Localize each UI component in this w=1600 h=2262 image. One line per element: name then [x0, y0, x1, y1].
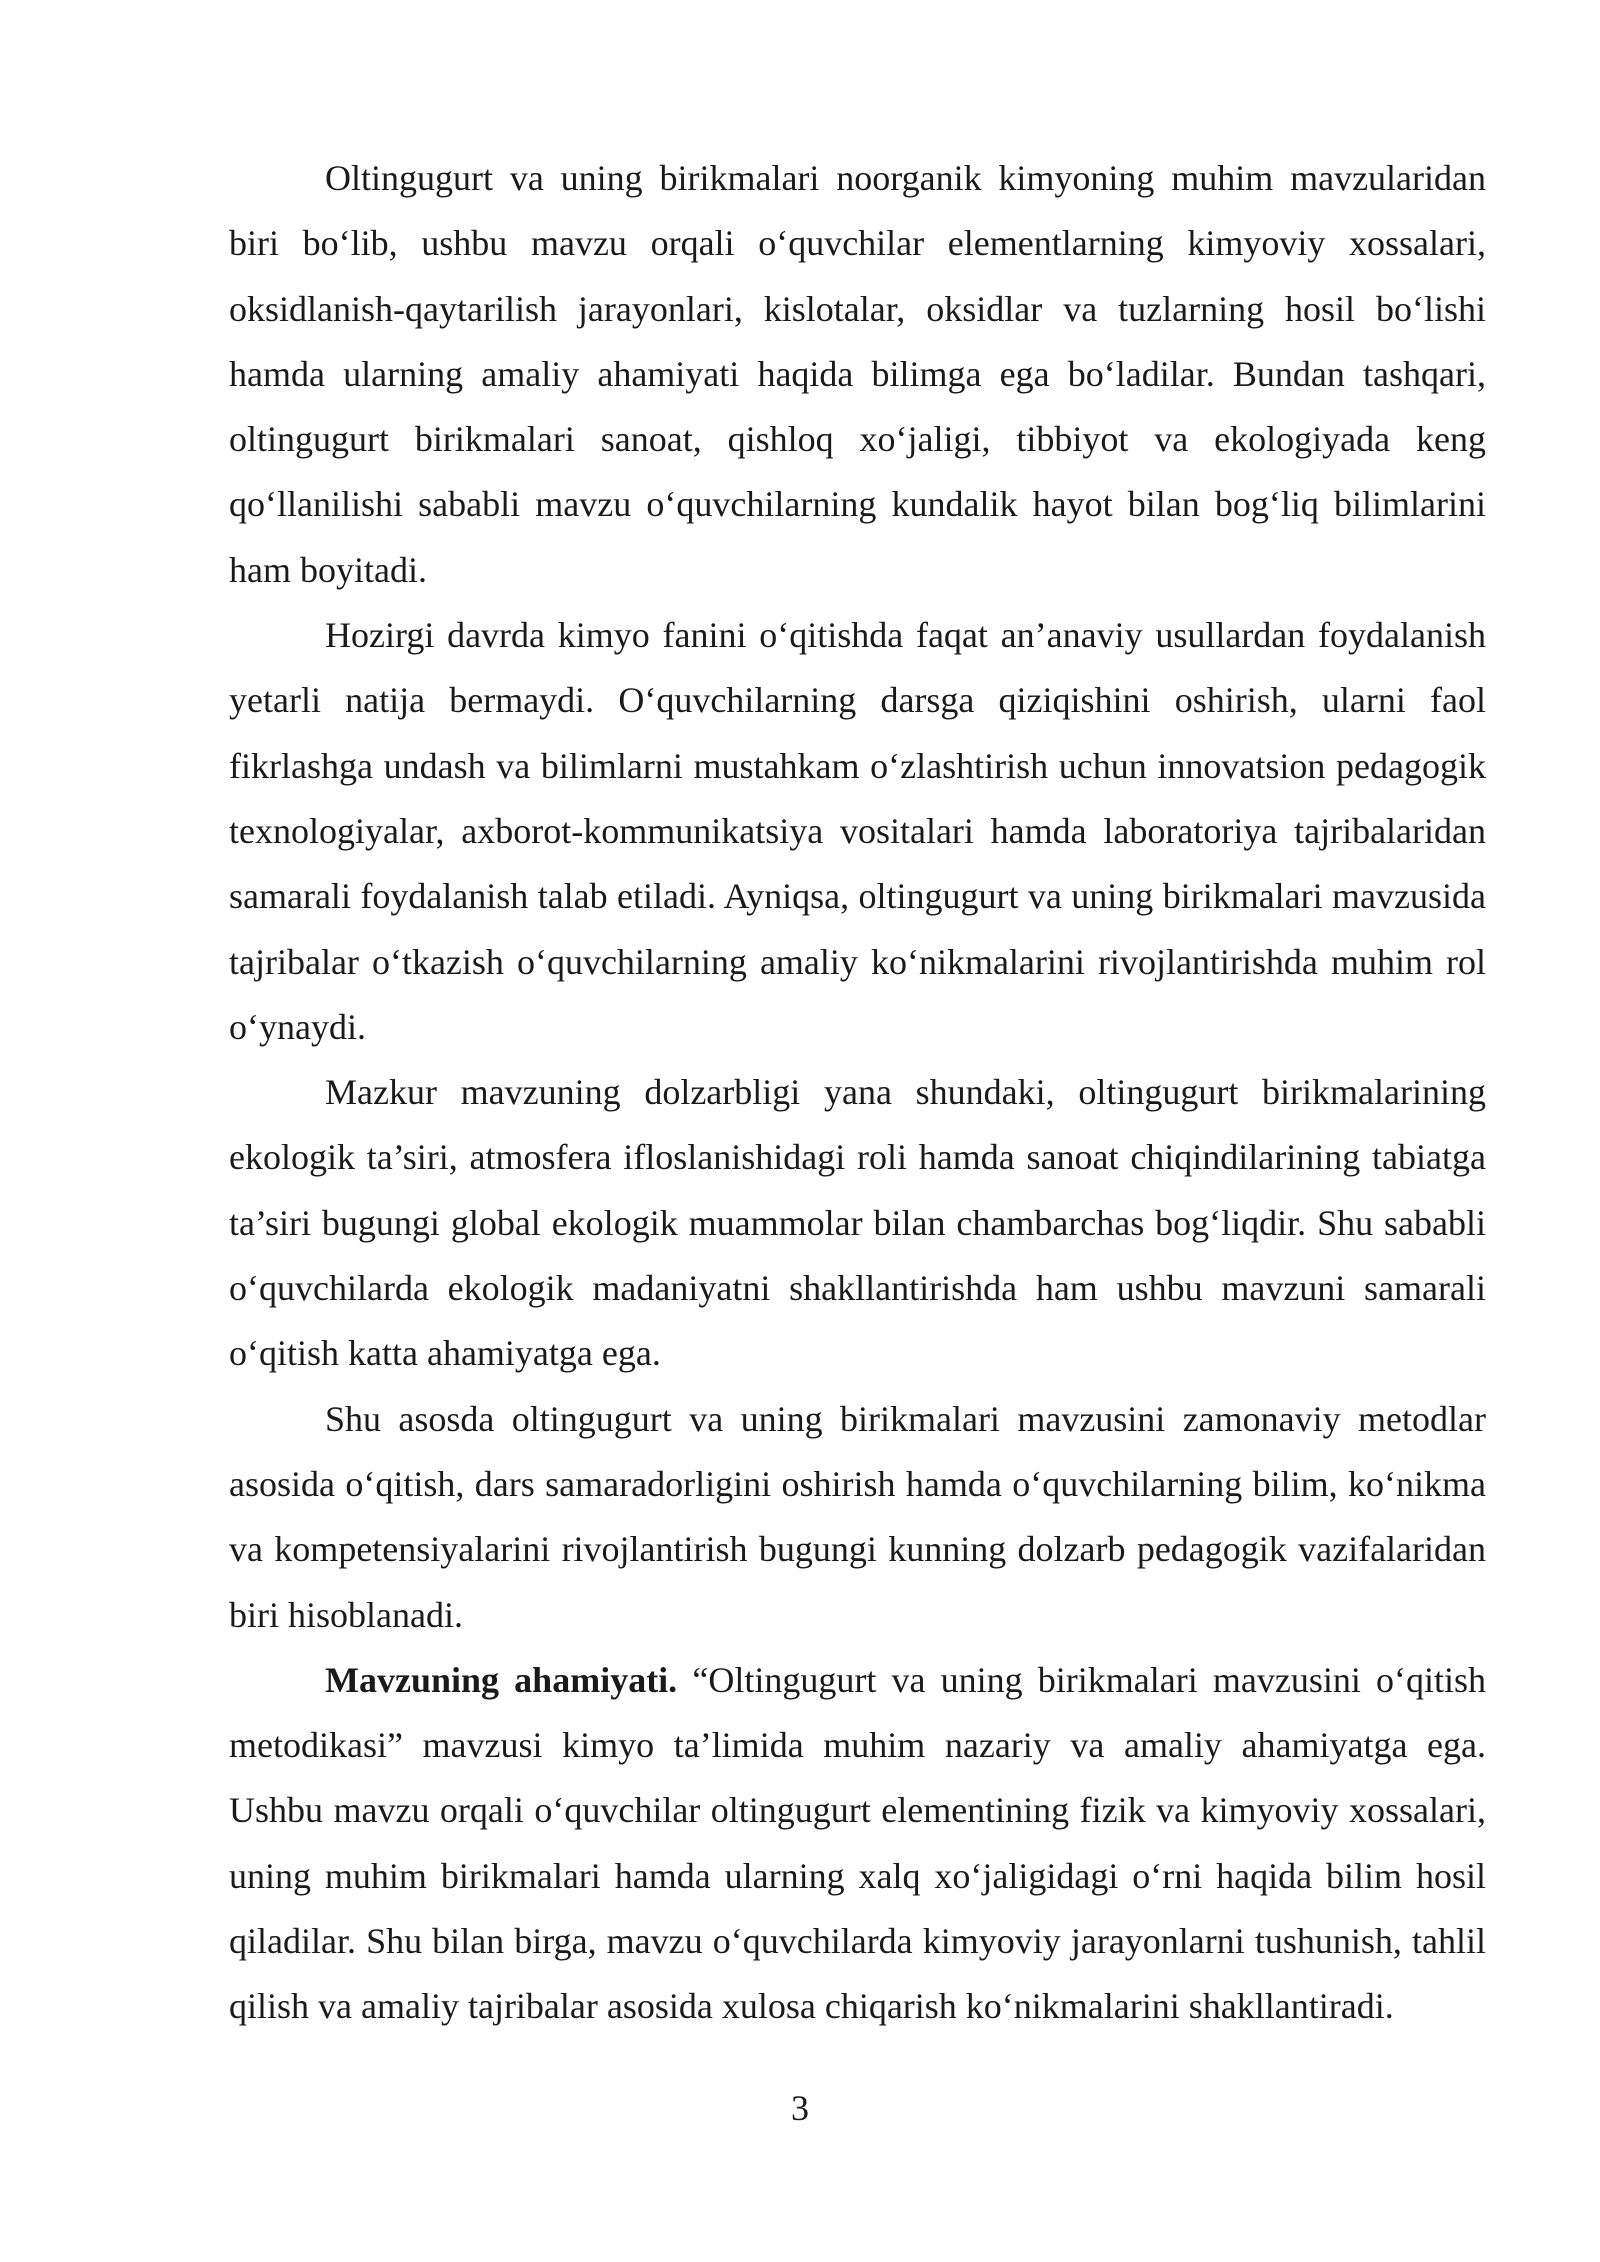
section-heading-inline: Mavzuning ahamiyati. — [325, 1659, 678, 1700]
paragraph-4 — [229, 1387, 1486, 1648]
paragraph-1 — [229, 146, 1486, 603]
paragraph-3-text: Mazkur mavzuning dolzarbligi yana shundaki, oltingugurt birikmalarining ekologik ta’siri, atmosfera ifloslanishidagi roli hamda sanoat chiqindilarining tabiatga ta’siri bugungi global ekologik muammolar bilan chambarchas bog‘liqdir. Shu sababli o‘quvchilarda ekologik madaniyatni shakllantirishda ham ushbu mavzuni samarali o‘qitish katta ahamiyatga ega. — [229, 1072, 1486, 1374]
page-number: 3 — [791, 2088, 809, 2128]
paragraph-2-text: Hozirgi davrda kimyo fanini o‘qitishda faqat an’anaviy usullardan foydalanish yetarli natija bermaydi. O‘quvchilarning darsga qiziqishini oshirish, ularni faol fikrlashga undash va bilimlarni mustahkam o‘zlashtirish uchun innovatsion pedagogik texnologiyalar, axborot-kommunikatsiya vositalari hamda laboratoriya tajribalaridan samarali foydalanish talab etiladi. Ayniqsa, oltingugurt va uning birikmalari mavzusida tajribalar o‘tkazish o‘quvchilarning amaliy ko‘nikmalarini rivojlantirishda muhim rol o‘ynaydi. — [229, 615, 1486, 1047]
paragraph-5 — [229, 1648, 1486, 2040]
paragraph-4-text: Shu asosda oltingugurt va uning birikmalari mavzusini zamonaviy metodlar asosida o‘qitish, dars samaradorligini oshirish hamda o‘quvchilarning bilim, ko‘nikma va kompetensiyalarini rivojlantirish bugungi kunning dolzarb pedagogik vazifalaridan biri hisoblanadi. — [229, 1398, 1486, 1635]
paragraph-3 — [229, 1060, 1486, 1386]
paragraph-1-text: Oltingugurt va uning birikmalari noorganik kimyoning muhim mavzularidan biri bo‘lib, ushbu mavzu orqali o‘quvchilar elementlarning kimyoviy xossalari, oksidlanish-qaytarilish jarayonlari, kislotalar, oksidlar va tuzlarning hosil bo‘lishi hamda ularning amaliy ahamiyati haqida bilimga ega bo‘ladilar. Bundan tashqari, oltingugurt birikmalari sanoat, qishloq xo‘jaligi, tibbiyot va ekologiyada keng qo‘llanilishi sababli mavzu o‘quvchilarning kundalik hayot bilan bog‘liq bilimlarini ham boyitadi. — [229, 158, 1486, 590]
body-text — [229, 146, 1486, 2040]
paragraph-2 — [229, 603, 1486, 1060]
paragraph-5-text: “Oltingugurt va uning birikmalari mavzusini o‘qitish metodikasi” mavzusi kimyo ta’limida muhim nazariy va amaliy ahamiyatga ega. Ushbu mavzu orqali o‘quvchilar oltingugurt elementining fizik va kimyoviy xossalari, uning muhim birikmalari hamda ularning xalq xo‘jaligidagi o‘rni haqida bilim hosil qiladilar. Shu bilan birga, mavzu o‘quvchilarda kimyoviy jarayonlarni tushunish, tahlil qilish va amaliy tajribalar asosida xulosa chiqarish ko‘nikmalarini shakllantiradi. — [229, 1659, 1486, 2027]
